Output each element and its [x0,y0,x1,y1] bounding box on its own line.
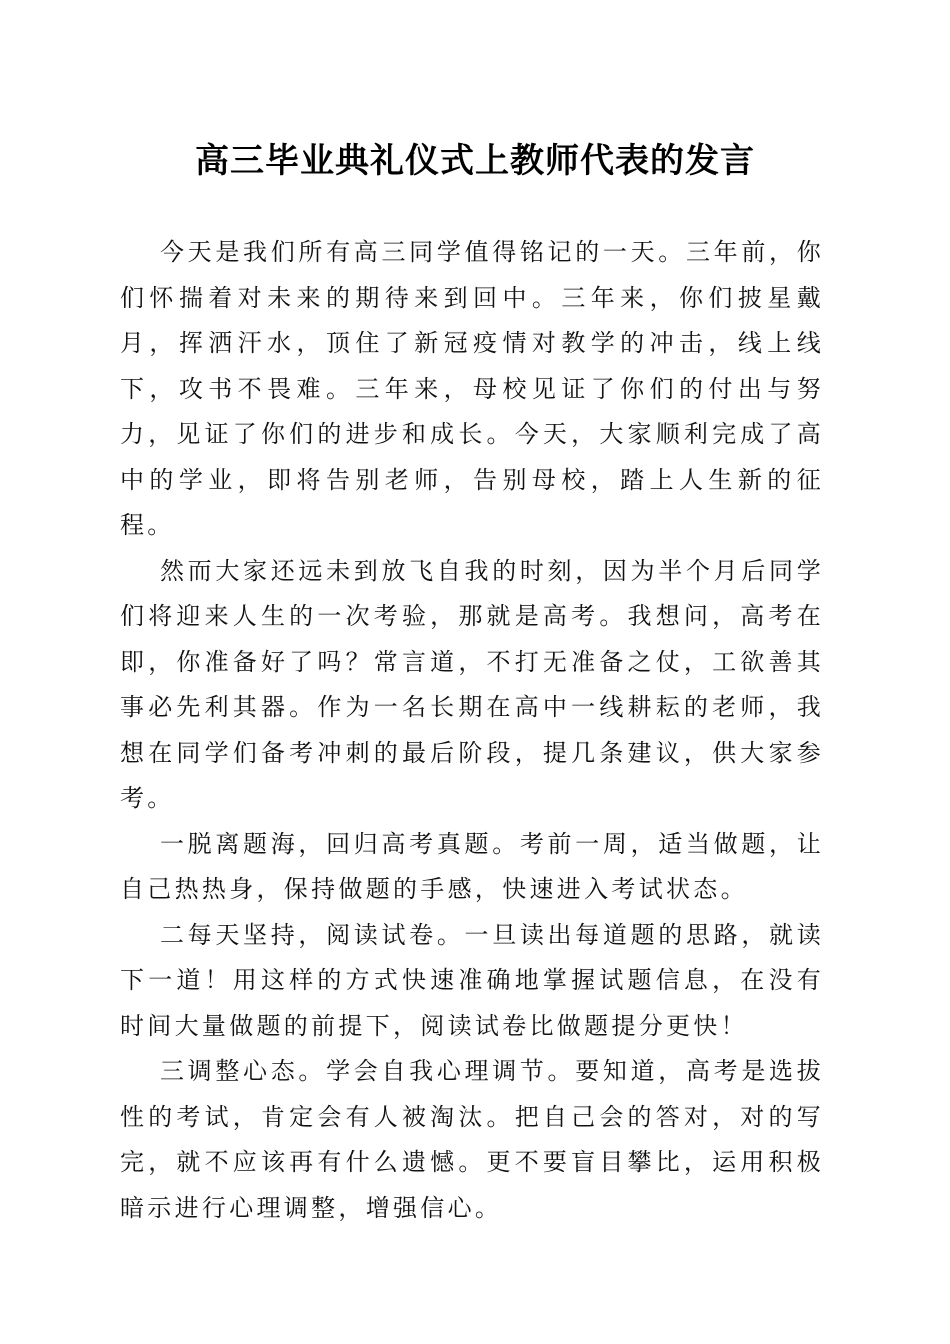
paragraph-advice-three: 三调整心态。学会自我心理调节。要知道，高考是选拔性的考试，肯定会有人被淘汰。把自己会的答对，对的写完，就不应该再有什么遗憾。更不要盲目攀比，运用积极暗示进行心理调整，增强信心。 [120,1057,824,1222]
document-title: 高三毕业典礼仪式上教师代表的发言 [195,141,755,181]
document-body [120,230,824,1231]
paragraph-advice-two: 二每天坚持，阅读试卷。一旦读出每道题的思路，就读下一道！用这样的方式快速准确地掌握试题信息，在没有时间大量做题的前提下，阅读试卷比做题提分更快！ [120,920,824,1040]
paragraph-intro: 今天是我们所有高三同学值得铭记的一天。三年前，你们怀揣着对未来的期待来到回中。三年来，你们披星戴月，挥洒汗水，顶住了新冠疫情对教学的冲击，线上线下，攻书不畏难。三年来，母校见证了你们的付出与努力，见证了你们的进步和成长。今天，大家顺利完成了高中的学业，即将告别老师，告别母校，踏上人生新的征程。 [120,238,824,539]
paragraph-exam-preparation: 然而大家还远未到放飞自我的时刻，因为半个月后同学们将迎来人生的一次考验，那就是高考。我想问，高考在即，你准备好了吗？常言道，不打无准备之仗，工欲善其事必先利其器。作为一名长期在高中一线耕耘的老师，我想在同学们备考冲刺的最后阶段，提几条建议，供大家参考。 [120,556,824,812]
paragraph-advice-one: 一脱离题海，回归高考真题。考前一周，适当做题，让自己热热身，保持做题的手感，快速进入考试状态。 [120,829,824,903]
